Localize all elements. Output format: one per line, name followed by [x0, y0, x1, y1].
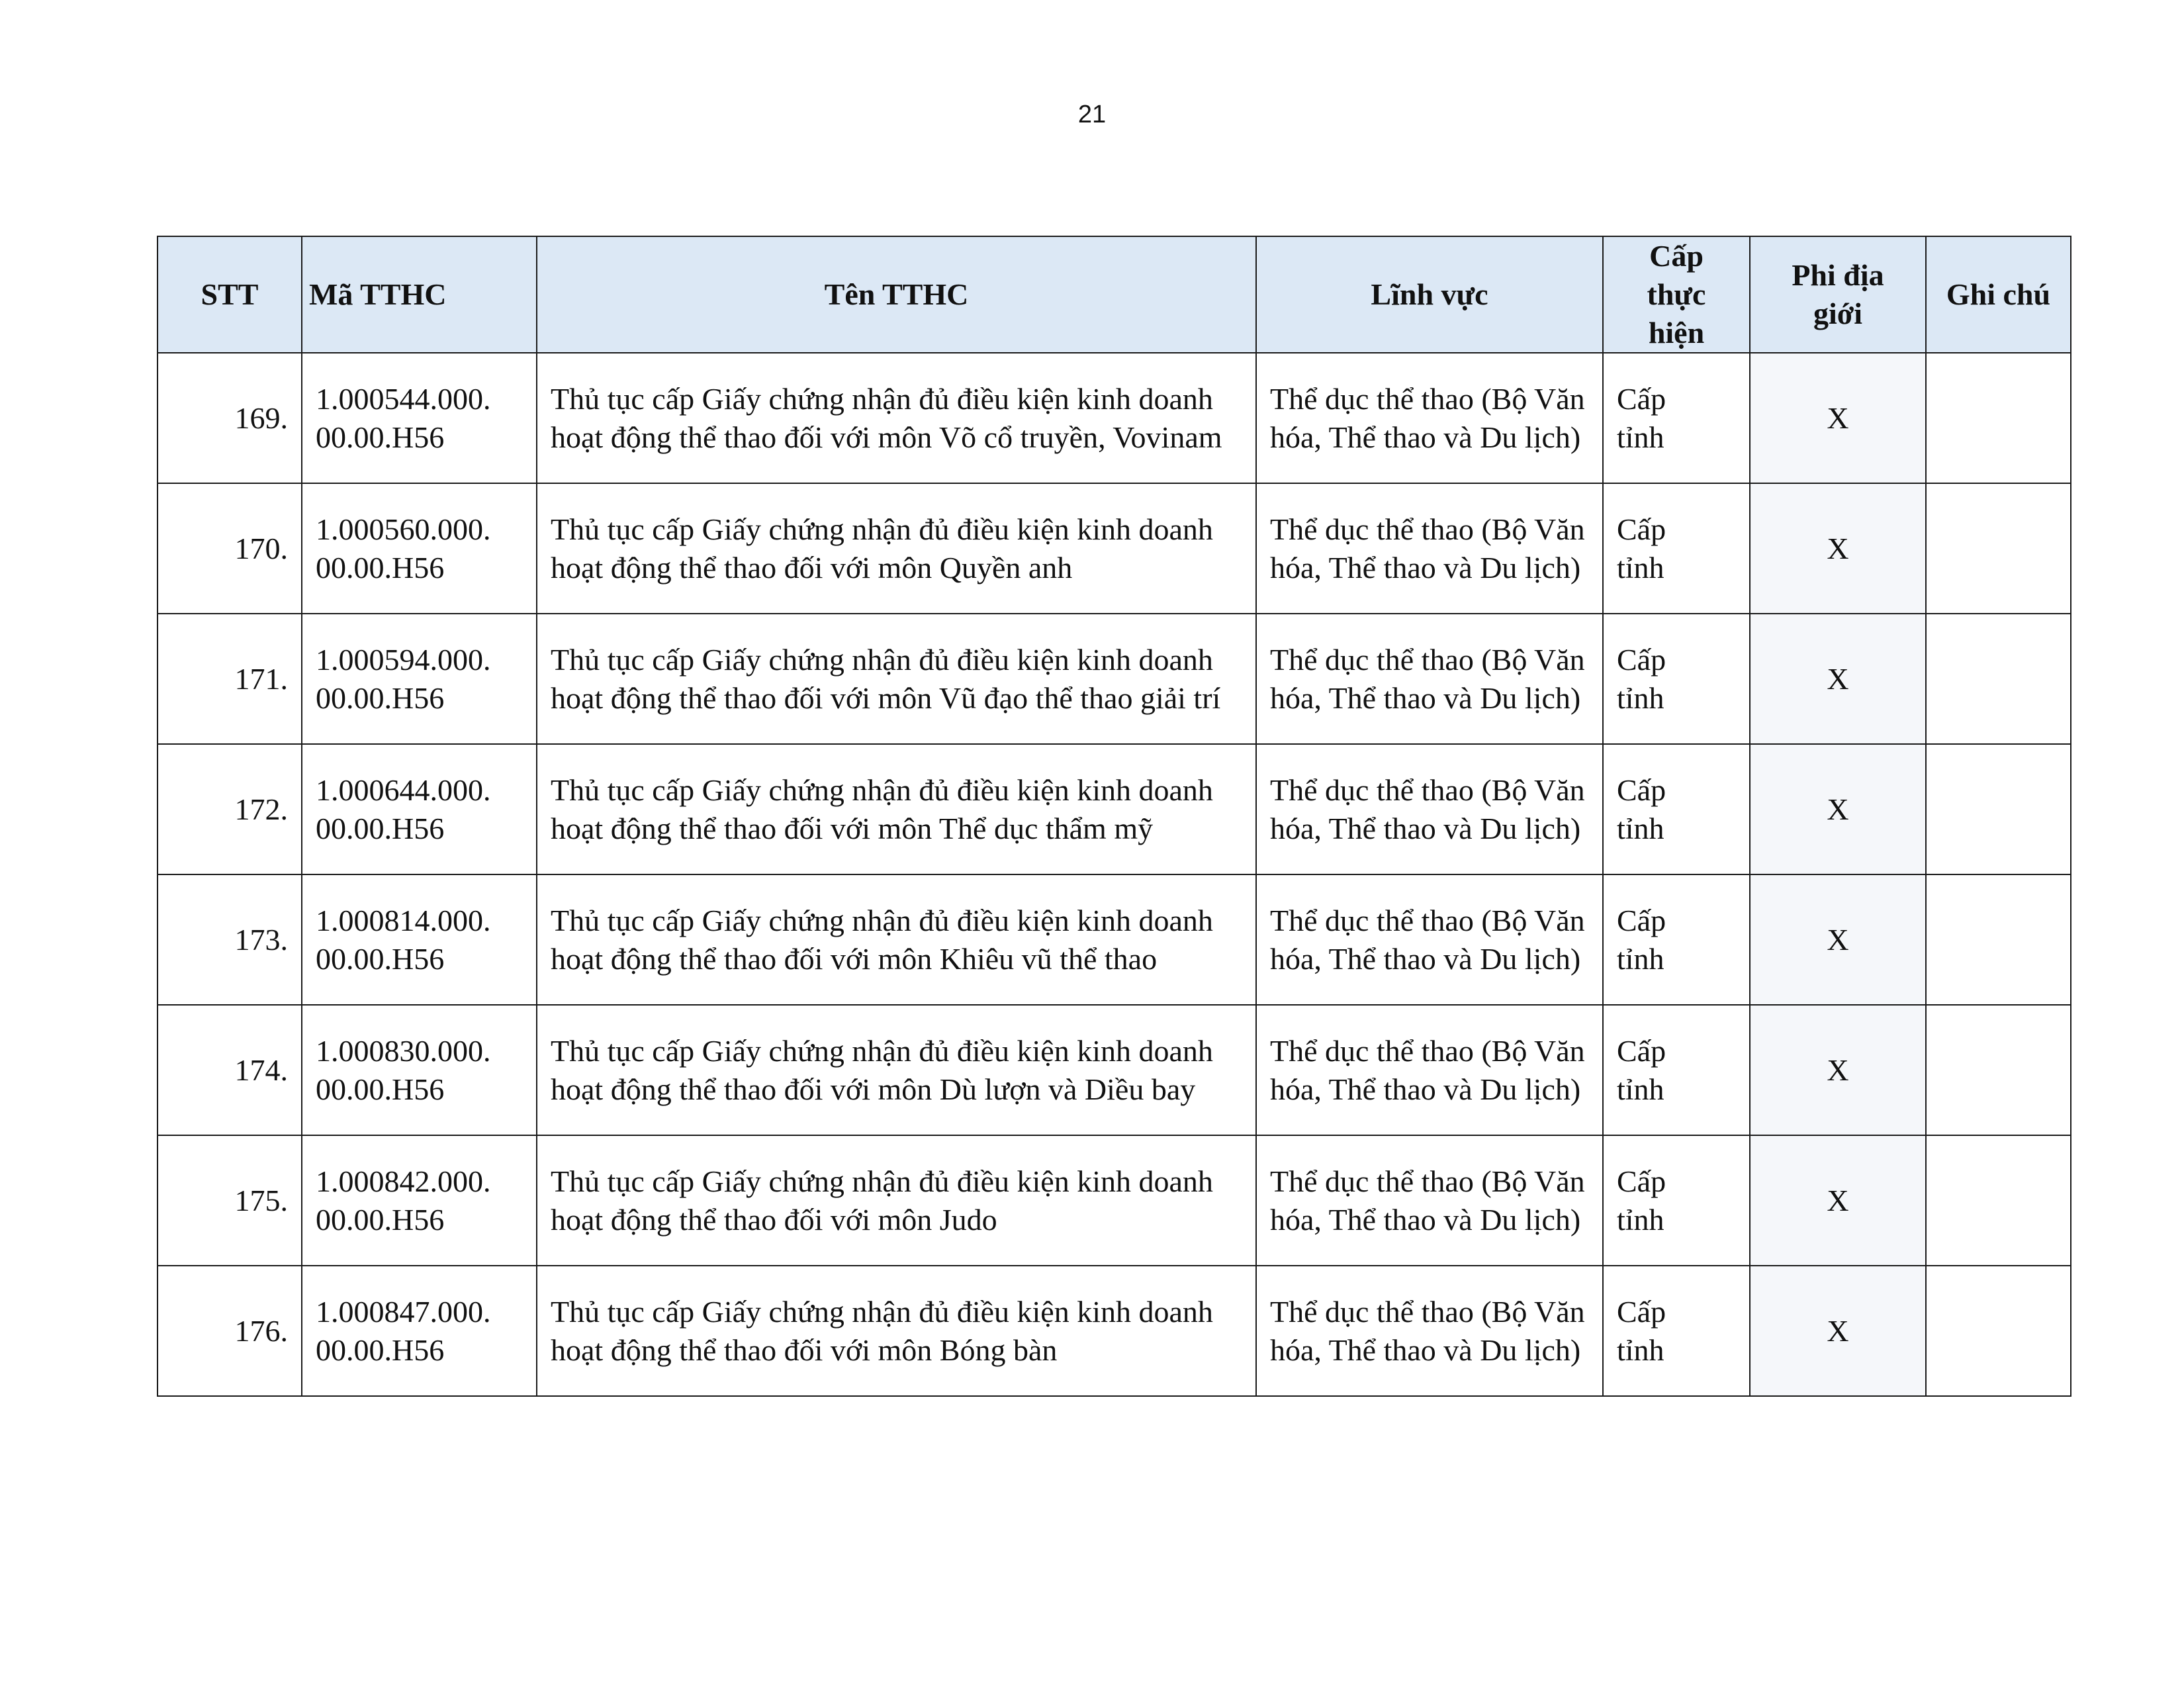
header-code: Mã TTHC — [302, 236, 537, 353]
code-line: 00.00.H56 — [316, 1202, 445, 1237]
cell-code — [302, 744, 537, 874]
cell-code — [302, 874, 537, 1005]
cell-code — [302, 483, 537, 614]
cell-nonboundary: X — [1750, 1005, 1926, 1135]
cell-stt: 171. — [158, 614, 302, 744]
table-row — [158, 1135, 2071, 1266]
cell-nonboundary: X — [1750, 744, 1926, 874]
cell-level — [1603, 353, 1750, 483]
cell-field: Thể dục thể thao (Bộ Văn hóa, Thể thao và Du lịch) — [1256, 1005, 1603, 1135]
level-line: tỉnh — [1617, 420, 1664, 454]
header-row — [158, 236, 2071, 353]
cell-stt: 176. — [158, 1266, 302, 1396]
cell-name: Thủ tục cấp Giấy chứng nhận đủ điều kiện kinh doanh hoạt động thể thao đối với môn Dù lượn và Diều bay — [537, 1005, 1256, 1135]
code-line: 00.00.H56 — [316, 420, 445, 454]
level-line: Cấp — [1617, 512, 1666, 546]
table-row — [158, 353, 2071, 483]
level-line: Cấp — [1617, 773, 1666, 807]
code-line: 00.00.H56 — [316, 550, 445, 585]
level-line: tỉnh — [1617, 550, 1664, 585]
cell-field: Thể dục thể thao (Bộ Văn hóa, Thể thao và Du lịch) — [1256, 614, 1603, 744]
cell-field: Thể dục thể thao (Bộ Văn hóa, Thể thao và Du lịch) — [1256, 1135, 1603, 1266]
level-line: Cấp — [1617, 1164, 1666, 1198]
header-nonboundary-line: Phi địa — [1792, 258, 1884, 292]
header-level-line: thực — [1647, 277, 1706, 311]
page-number: 21 — [1077, 101, 1107, 128]
cell-code — [302, 1266, 537, 1396]
cell-level — [1603, 1135, 1750, 1266]
cell-field: Thể dục thể thao (Bộ Văn hóa, Thể thao và Du lịch) — [1256, 1266, 1603, 1396]
code-line: 00.00.H56 — [316, 680, 445, 715]
cell-field: Thể dục thể thao (Bộ Văn hóa, Thể thao và Du lịch) — [1256, 483, 1603, 614]
procedures-table — [157, 236, 2071, 1397]
code-line: 1.000544.000. — [316, 381, 491, 416]
header-level-line: hiện — [1648, 316, 1705, 350]
code-line: 1.000594.000. — [316, 642, 491, 677]
level-line: Cấp — [1617, 1033, 1666, 1068]
cell-stt: 175. — [158, 1135, 302, 1266]
code-line: 00.00.H56 — [316, 1333, 445, 1367]
cell-nonboundary: X — [1750, 1266, 1926, 1396]
level-line: tỉnh — [1617, 1072, 1664, 1106]
cell-name: Thủ tục cấp Giấy chứng nhận đủ điều kiện kinh doanh hoạt động thể thao đối với môn Bóng bàn — [537, 1266, 1256, 1396]
cell-field: Thể dục thể thao (Bộ Văn hóa, Thể thao và Du lịch) — [1256, 874, 1603, 1005]
table-row — [158, 1266, 2071, 1396]
code-line: 1.000644.000. — [316, 773, 491, 807]
table-row — [158, 874, 2071, 1005]
cell-stt: 174. — [158, 1005, 302, 1135]
header-name: Tên TTHC — [537, 236, 1256, 353]
cell-note — [1926, 1135, 2071, 1266]
level-line: Cấp — [1617, 1294, 1666, 1329]
level-line: Cấp — [1617, 642, 1666, 677]
code-line: 00.00.H56 — [316, 1072, 445, 1106]
header-nonboundary — [1750, 236, 1926, 353]
cell-stt: 170. — [158, 483, 302, 614]
level-line: tỉnh — [1617, 1202, 1664, 1237]
code-line: 1.000842.000. — [316, 1164, 491, 1198]
cell-note — [1926, 483, 2071, 614]
header-nonboundary-line: giới — [1813, 297, 1863, 330]
cell-code — [302, 614, 537, 744]
cell-name: Thủ tục cấp Giấy chứng nhận đủ điều kiện kinh doanh hoạt động thể thao đối với môn Quyền anh — [537, 483, 1256, 614]
cell-field: Thể dục thể thao (Bộ Văn hóa, Thể thao và Du lịch) — [1256, 744, 1603, 874]
code-line: 1.000830.000. — [316, 1033, 491, 1068]
table-row — [158, 614, 2071, 744]
cell-note — [1926, 1266, 2071, 1396]
cell-nonboundary: X — [1750, 614, 1926, 744]
table-row — [158, 483, 2071, 614]
cell-level — [1603, 874, 1750, 1005]
cell-note — [1926, 614, 2071, 744]
cell-note — [1926, 744, 2071, 874]
level-line: Cấp — [1617, 903, 1666, 937]
level-line: tỉnh — [1617, 811, 1664, 845]
header-level — [1603, 236, 1750, 353]
cell-note — [1926, 874, 2071, 1005]
cell-code — [302, 1005, 537, 1135]
level-line: Cấp — [1617, 381, 1666, 416]
cell-note — [1926, 353, 2071, 483]
cell-field: Thể dục thể thao (Bộ Văn hóa, Thể thao và Du lịch) — [1256, 353, 1603, 483]
code-line: 1.000814.000. — [316, 903, 491, 937]
table-row — [158, 1005, 2071, 1135]
header-level-line: Cấp — [1649, 239, 1704, 273]
level-line: tỉnh — [1617, 941, 1664, 976]
cell-level — [1603, 744, 1750, 874]
header-field: Lĩnh vực — [1256, 236, 1603, 353]
cell-level — [1603, 483, 1750, 614]
cell-level — [1603, 1266, 1750, 1396]
cell-name: Thủ tục cấp Giấy chứng nhận đủ điều kiện kinh doanh hoạt động thể thao đối với môn Vũ đạo thể thao giải trí — [537, 614, 1256, 744]
code-line: 1.000847.000. — [316, 1294, 491, 1329]
cell-nonboundary: X — [1750, 1135, 1926, 1266]
cell-level — [1603, 614, 1750, 744]
header-note: Ghi chú — [1926, 236, 2071, 353]
cell-level — [1603, 1005, 1750, 1135]
cell-nonboundary: X — [1750, 353, 1926, 483]
level-line: tỉnh — [1617, 680, 1664, 715]
table-row — [158, 744, 2071, 874]
code-line: 1.000560.000. — [316, 512, 491, 546]
cell-nonboundary: X — [1750, 874, 1926, 1005]
cell-name: Thủ tục cấp Giấy chứng nhận đủ điều kiện kinh doanh hoạt động thể thao đối với môn Khiêu vũ thể thao — [537, 874, 1256, 1005]
cell-stt: 169. — [158, 353, 302, 483]
cell-nonboundary: X — [1750, 483, 1926, 614]
code-line: 00.00.H56 — [316, 811, 445, 845]
cell-name: Thủ tục cấp Giấy chứng nhận đủ điều kiện kinh doanh hoạt động thể thao đối với môn Võ cổ truyền, Vovinam — [537, 353, 1256, 483]
cell-name: Thủ tục cấp Giấy chứng nhận đủ điều kiện kinh doanh hoạt động thể thao đối với môn Thể dục thẩm mỹ — [537, 744, 1256, 874]
header-stt: STT — [158, 236, 302, 353]
cell-name: Thủ tục cấp Giấy chứng nhận đủ điều kiện kinh doanh hoạt động thể thao đối với môn Judo — [537, 1135, 1256, 1266]
cell-code — [302, 1135, 537, 1266]
table-header — [158, 236, 2071, 353]
cell-note — [1926, 1005, 2071, 1135]
cell-code — [302, 353, 537, 483]
cell-stt: 172. — [158, 744, 302, 874]
code-line: 00.00.H56 — [316, 941, 445, 976]
cell-stt: 173. — [158, 874, 302, 1005]
table-body — [158, 353, 2071, 1396]
level-line: tỉnh — [1617, 1333, 1664, 1367]
